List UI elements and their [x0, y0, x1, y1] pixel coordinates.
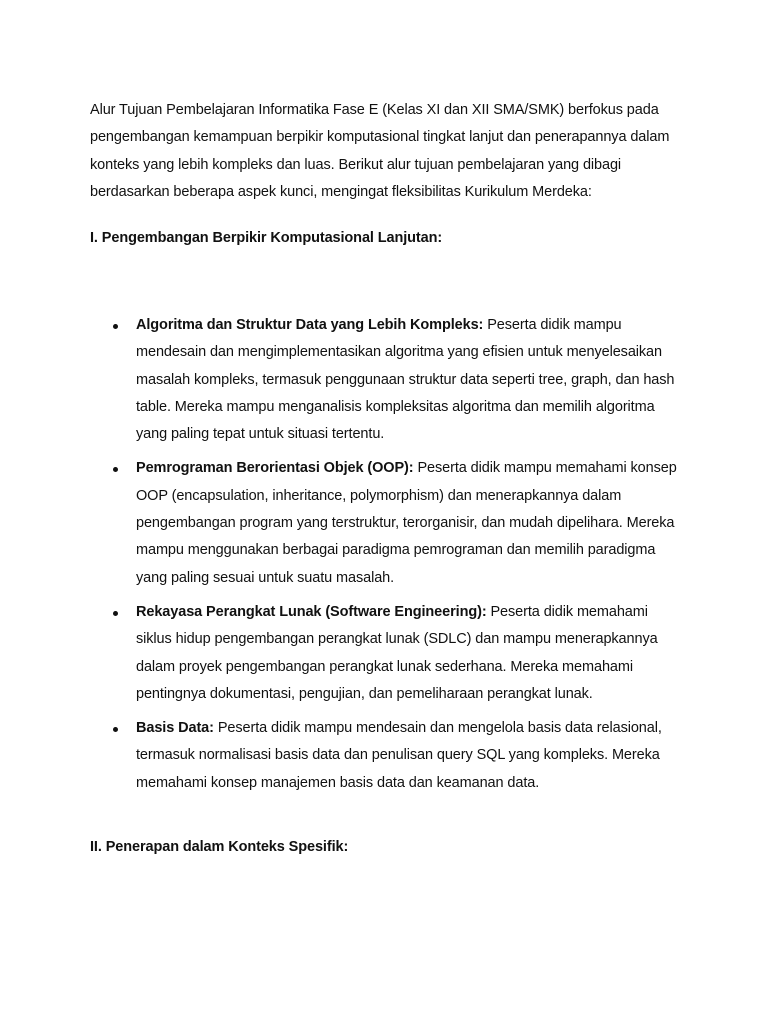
item-text: Peserta didik mampu memahami konsep OOP (encapsulation, inheritance, polymorphism) dan menerapkannya dalam pengembangan program yang terstruktur, terorganisir, dan mudah dipelihara. Mereka mampu menggunakan berbagai paradigma pemrograman dan memilih paradigma yang paling sesuai untuk suatu masalah. — [136, 460, 677, 586]
list-item — [0, 455, 684, 591]
intro-paragraph: Alur Tujuan Pembelajaran Informatika Fase E (Kelas XI dan XII SMA/SMK) berfokus pada pengembangan kemampuan berpikir komputasional tingkat lanjut dan penerapannya dalam konteks yang lebih kompleks dan luas. Berikut alur tujuan pembelajaran yang dibagi berdasarkan beberapa aspek kunci, mengingat fleksibilitas Kurikulum Merdeka: — [90, 102, 670, 200]
item-text: Peserta didik memahami siklus hidup pengembangan perangkat lunak (SDLC) dan mampu menerapkannya dalam proyek pengembangan perangkat lunak sederhana. Mereka memahami pentingnya dokumentasi, pengujian, dan pemeliharaan perangkat lunak. — [136, 603, 658, 702]
item-term: Pemrograman Berorientasi Objek (OOP): — [136, 460, 414, 477]
bullet-icon — [113, 611, 118, 616]
item-text: Peserta didik mampu mendesain dan mengimplementasikan algoritma yang efisien untuk menyelesaikan masalah kompleks, termasuk penggunaan struktur data seperti tree, graph, dan hash table. Mereka mampu menganalisis kompleksitas algoritma dan memilih algoritma yang paling tepat untuk situasi tertentu. — [136, 317, 675, 443]
list-item — [0, 715, 684, 797]
bullet-icon — [113, 727, 118, 732]
list-item — [0, 599, 684, 708]
section-1-heading: I. Pengembangan Berpikir Komputasional Lanjutan: — [90, 230, 443, 246]
list-item — [0, 312, 684, 448]
item-term: Algoritma dan Struktur Data yang Lebih Kompleks: — [136, 317, 484, 333]
bullet-icon — [113, 467, 118, 472]
item-text: Peserta didik mampu mendesain dan mengelola basis data relasional, termasuk normalisasi basis data dan penulisan query SQL yang kompleks. Mereka memahami konsep manajemen basis data dan keamanan data. — [136, 720, 662, 791]
item-term: Rekayasa Perangkat Lunak (Software Engineering): — [136, 603, 487, 620]
item-term: Basis Data: — [136, 720, 214, 737]
bullet-icon — [113, 324, 118, 329]
section-1-bullet-list — [0, 312, 768, 797]
section-2-heading: II. Penerapan dalam Konteks Spesifik: — [90, 839, 349, 855]
